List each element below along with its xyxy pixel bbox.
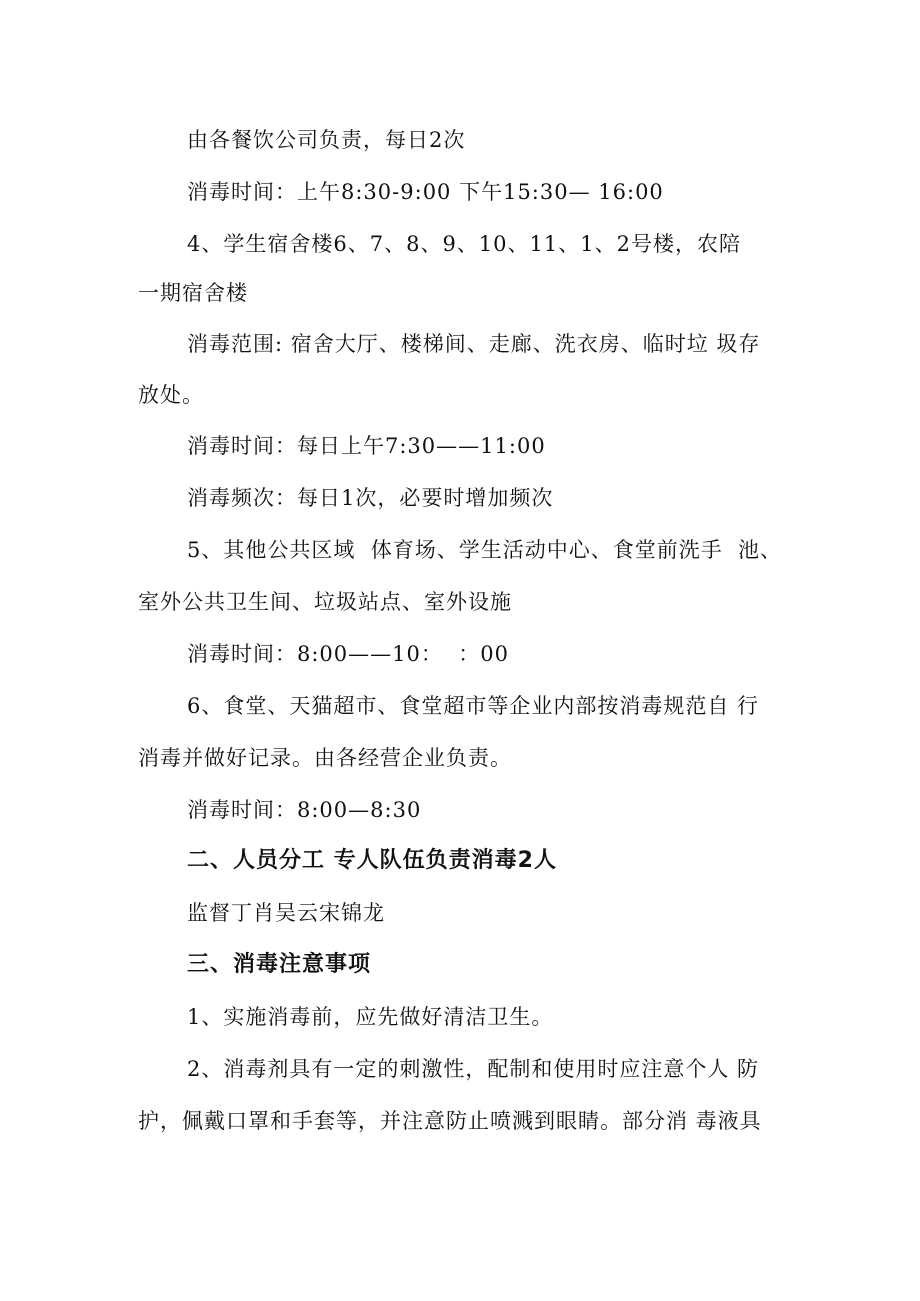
paragraph-line: 消毒时间：上午8:30-9:00 下午15:30— 16:00 — [187, 180, 664, 204]
paragraph-line: 一期宿舍楼 — [138, 281, 248, 305]
paragraph-line: 消毒频次：每日1次，必要时增加频次 — [187, 486, 554, 510]
paragraph-line: 室外公共卫生间、垃圾站点、室外设施 — [138, 590, 512, 614]
paragraph-line: 2、消毒剂具有一定的刺激性，配制和使用时应注意个人 防 — [187, 1057, 760, 1081]
paragraph-line: 4、学生宿舍楼6、7、8、9、10、11、1、2号楼，农陪 — [187, 232, 741, 256]
paragraph-line: 5、其他公共区域 体育场、学生活动中心、食堂前洗手 池、 — [187, 538, 783, 562]
paragraph-line: 由各餐饮公司负责，每日2次 — [187, 128, 466, 152]
paragraph-line: 监督丁肖吴云宋锦龙 — [187, 901, 385, 925]
paragraph-line: 消毒并做好记录。由各经营企业负责。 — [138, 746, 512, 770]
paragraph-line: 护，佩戴口罩和手套等，并注意防止喷溅到眼睛。部分消 毒液具 — [138, 1109, 762, 1133]
section-heading: 二、人员分工 专人队伍负责消毒2人 — [187, 848, 557, 873]
paragraph-line: 消毒时间：8:00——10： ：00 — [187, 642, 509, 666]
paragraph-line: 1、实施消毒前，应先做好清洁卫生。 — [187, 1005, 554, 1029]
paragraph-line: 放处。 — [138, 383, 204, 407]
paragraph-line: 消毒范围: 宿舍大厅、楼梯间、走廊、洗衣房、临时垃 圾存 — [187, 332, 761, 356]
paragraph-line: 6、食堂、天猫超市、食堂超市等企业内部按消毒规范自 行 — [187, 694, 760, 718]
paragraph-line: 消毒时间：每日上午7:30——11:00 — [187, 434, 546, 458]
section-heading: 三、消毒注意事项 — [187, 952, 372, 977]
paragraph-line: 消毒时间：8:00—8:30 — [187, 798, 422, 822]
